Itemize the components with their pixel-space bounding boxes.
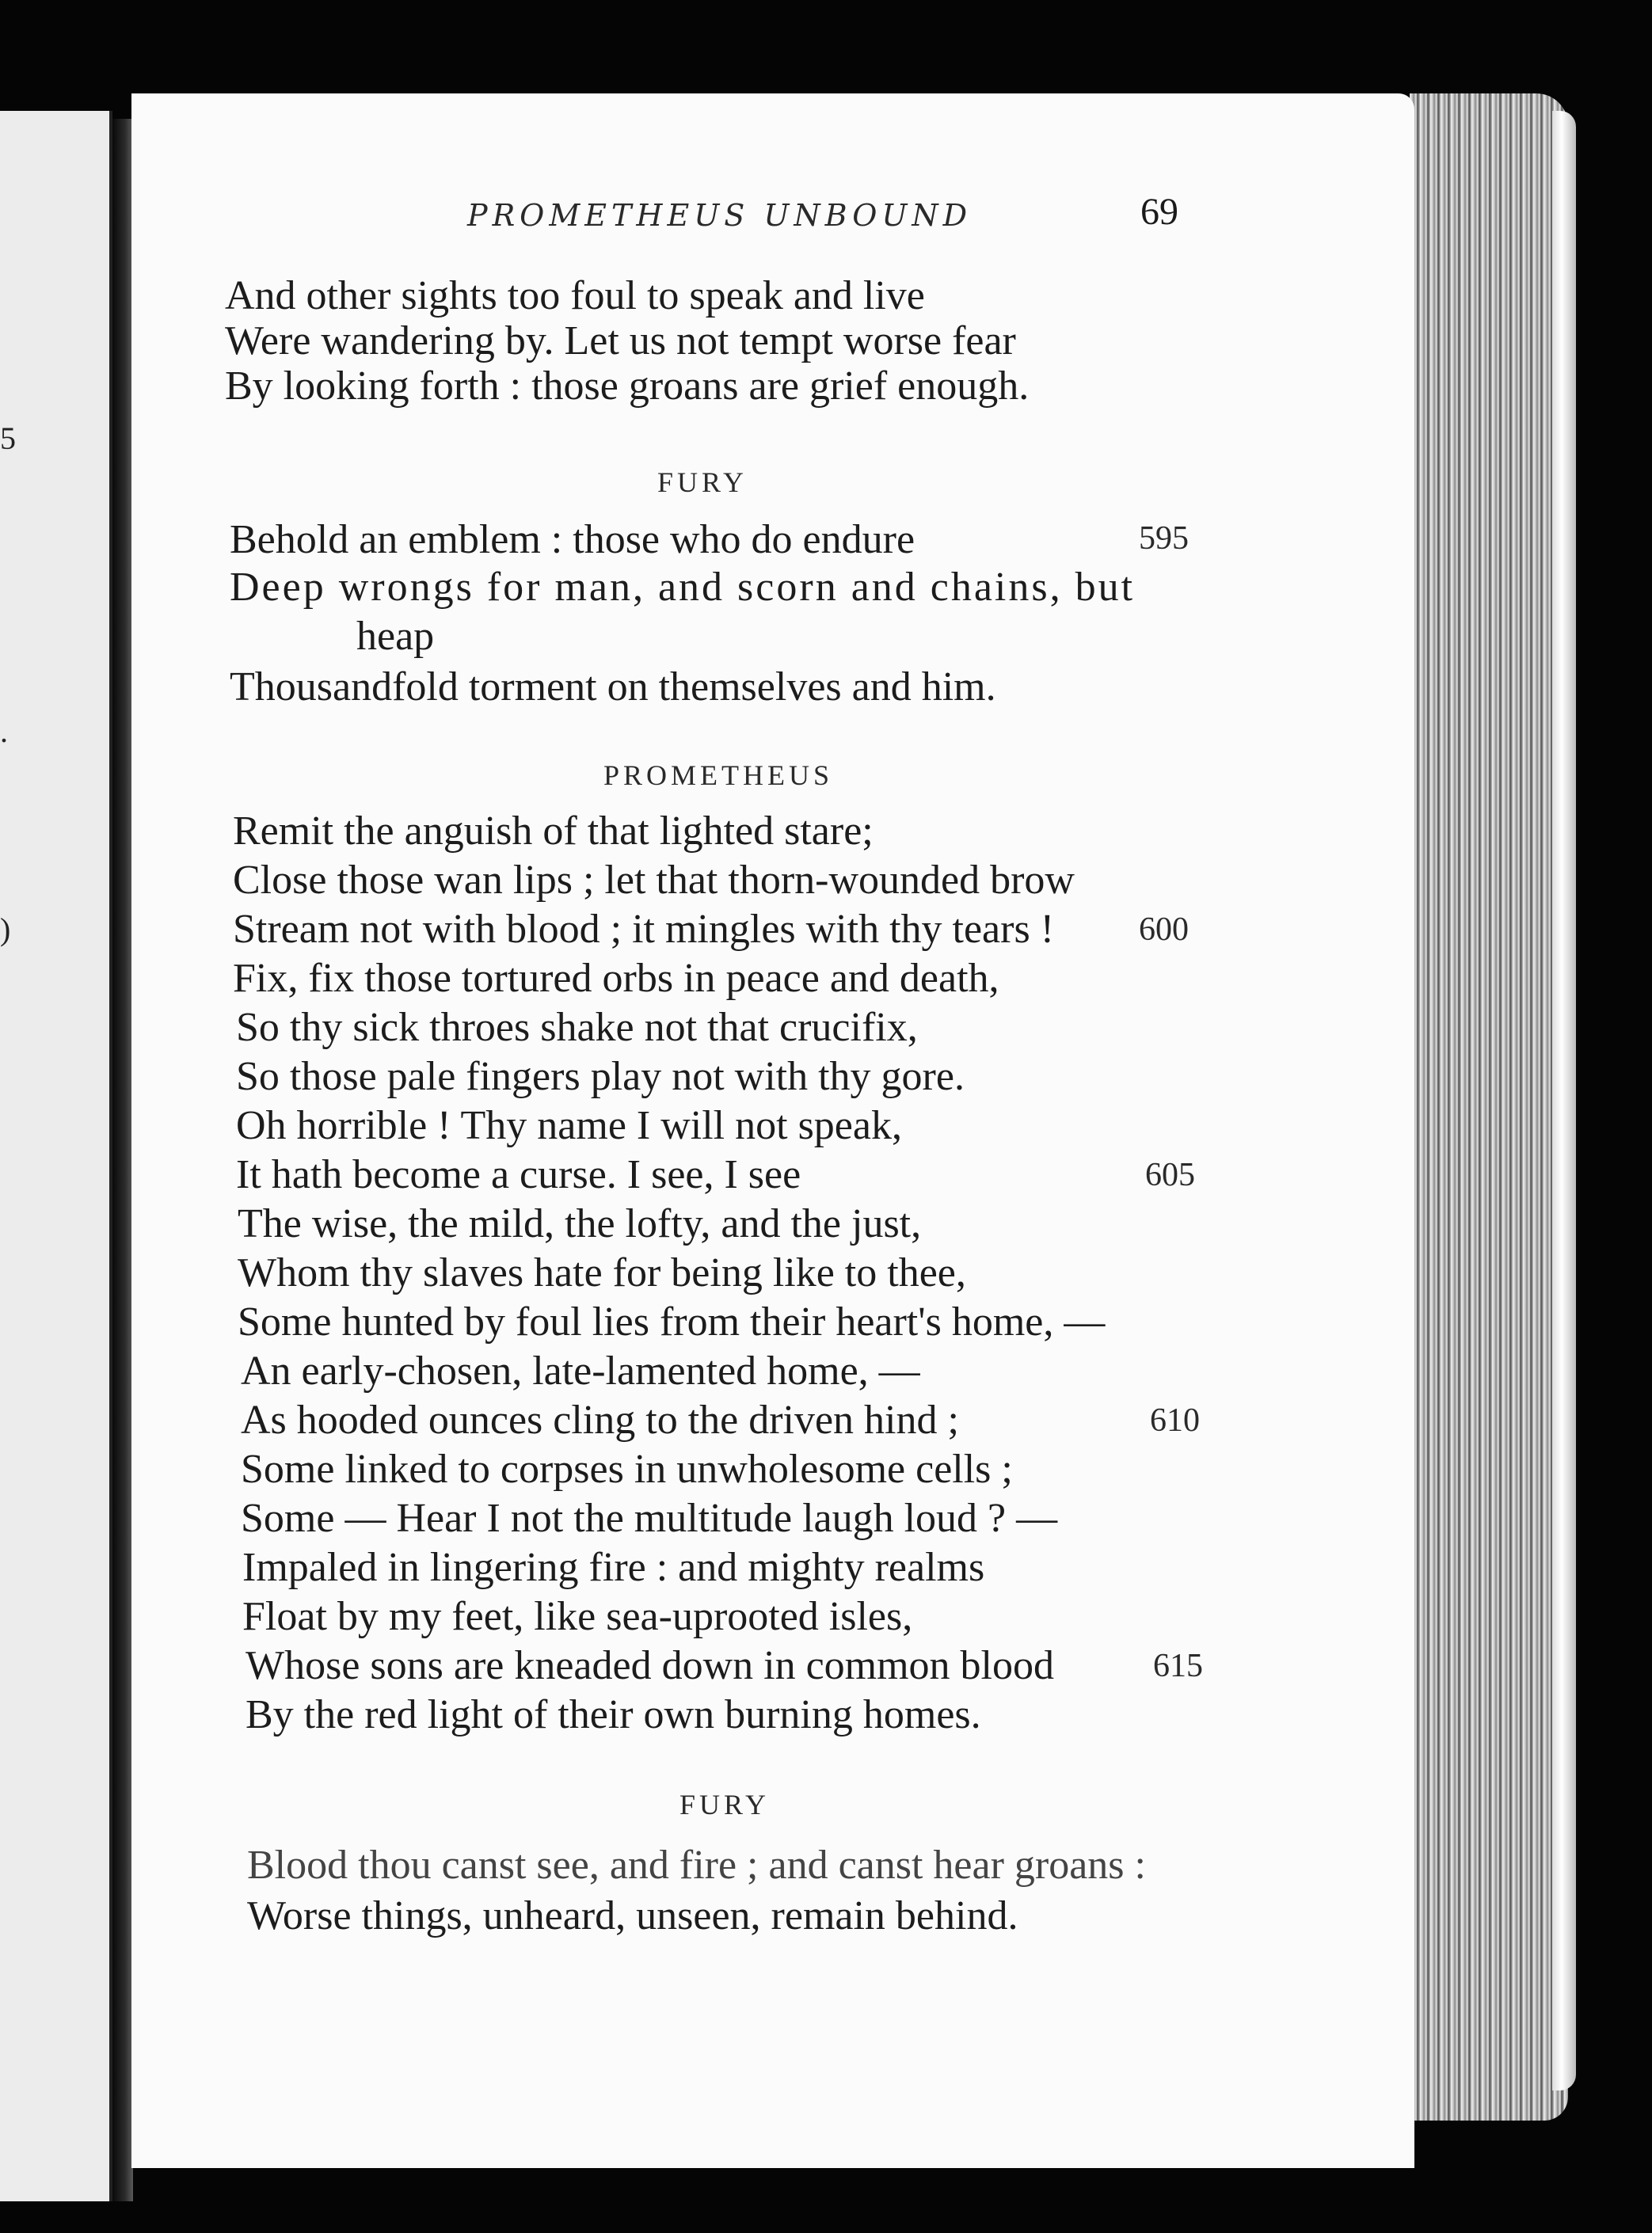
speaker-name: FURY bbox=[679, 1789, 771, 1820]
speaker-name: FURY bbox=[657, 466, 748, 498]
speaker-name: PROMETHEUS bbox=[603, 759, 834, 791]
left-page-edge bbox=[0, 111, 112, 2201]
left-margin-mark: . bbox=[0, 713, 8, 749]
running-title: PROMETHEUS UNBOUND bbox=[467, 198, 973, 233]
verse-line: The wise, the mild, the lofty, and the just, bbox=[238, 1201, 922, 1246]
page-number: 69 bbox=[1140, 191, 1178, 233]
verse-line: Remit the anguish of that lighted stare; bbox=[233, 808, 874, 854]
verse-line: So thy sick throes shake not that crucifix, bbox=[236, 1005, 918, 1050]
verse-line: Were wandering by. Let us not tempt worse fear bbox=[225, 318, 1016, 363]
line-number: 600 bbox=[1139, 911, 1189, 948]
verse-line: Fix, fix those tortured orbs in peace and death, bbox=[233, 956, 999, 1001]
line-number: 615 bbox=[1153, 1648, 1203, 1684]
verse-line: Some hunted by foul lies from their heart's home, — bbox=[238, 1299, 1106, 1345]
verse-line: Thousandfold torment on themselves and him. bbox=[230, 664, 996, 709]
left-margin-mark: 5 bbox=[0, 420, 16, 456]
verse-line: Whom thy slaves hate for being like to thee, bbox=[238, 1250, 966, 1295]
verse-line: As hooded ounces cling to the driven hind ; bbox=[241, 1398, 959, 1443]
verse-line: Worse things, unheard, unseen, remain behind. bbox=[247, 1893, 1018, 1938]
verse-line: Behold an emblem : those who do endure bbox=[230, 517, 915, 562]
verse-line: By the red light of their own burning homes. bbox=[246, 1692, 981, 1737]
line-number: 595 bbox=[1139, 520, 1189, 557]
verse-line: By looking forth : those groans are grief enough. bbox=[225, 363, 1030, 409]
verse-line: Some — Hear I not the multitude laugh loud ? — bbox=[241, 1496, 1058, 1541]
verse-line: It hath become a curse. I see, I see bbox=[236, 1152, 801, 1197]
page-stack-edge bbox=[1410, 93, 1568, 2121]
line-number: 610 bbox=[1150, 1402, 1200, 1439]
verse-line: Float by my feet, like sea-uprooted isles, bbox=[242, 1594, 913, 1639]
verse-line: Whose sons are kneaded down in common blood bbox=[246, 1643, 1055, 1688]
verse-line: Deep wrongs for man, and scorn and chains, but bbox=[230, 565, 1136, 610]
verse-line: Stream not with blood ; it mingles with thy tears ! bbox=[233, 907, 1055, 952]
verse-line: Blood thou canst see, and fire ; and canst hear groans : bbox=[247, 1843, 1146, 1888]
verse-line: So those pale fingers play not with thy gore. bbox=[236, 1054, 965, 1099]
verse-line: Some linked to corpses in unwholesome cells ; bbox=[241, 1447, 1013, 1492]
book-gutter bbox=[112, 119, 133, 2201]
verse-line: Close those wan lips ; let that thorn-wounded brow bbox=[233, 858, 1075, 903]
verse-line: An early-chosen, late-lamented home, — bbox=[241, 1349, 920, 1394]
left-margin-mark: ) bbox=[0, 911, 11, 947]
verse-line: And other sights too foul to speak and live bbox=[225, 273, 925, 318]
page-stack-outer bbox=[1552, 111, 1576, 2090]
verse-line: Oh horrible ! Thy name I will not speak, bbox=[236, 1103, 902, 1148]
verse-line: heap bbox=[356, 614, 435, 659]
line-number: 605 bbox=[1145, 1157, 1195, 1193]
verse-line: Impaled in lingering fire : and mighty realms bbox=[242, 1545, 985, 1590]
